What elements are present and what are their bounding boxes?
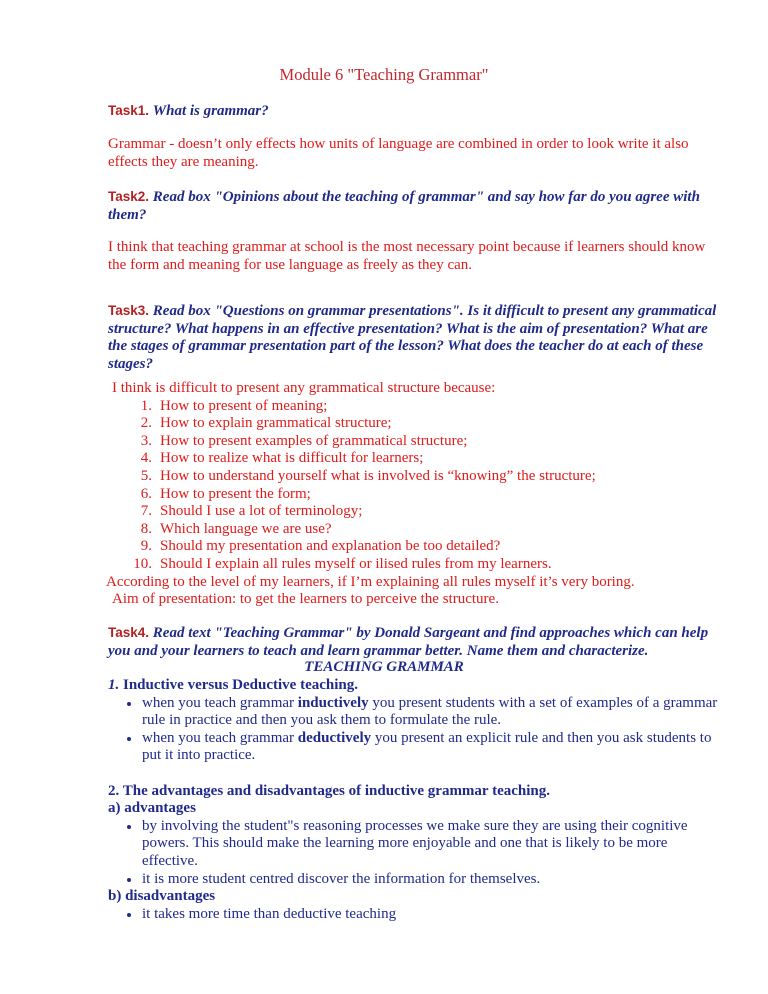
section-1-number: 1. <box>108 677 120 693</box>
task2-label: Task2. <box>108 189 150 204</box>
bullet-item: when you teach grammar inductively you present students with a set of examples of a grammar rule in practice and then you ask them to formulate the rule. <box>108 695 718 730</box>
task4-question <box>108 624 718 660</box>
list-item: 8. Which language we are use? <box>140 520 332 537</box>
list-item: 3. How to present examples of grammatical structure; <box>140 432 468 449</box>
task3-list <box>108 398 718 574</box>
task3-after-1: According to the level of my learners, if I’m explaining all rules myself it’s very boring. <box>106 573 635 590</box>
list-item: 6. How to present the form; <box>140 485 311 502</box>
task3-intro: I think is difficult to present any grammatical structure because: <box>112 380 496 396</box>
bullet-item: when you teach grammar deductively you present an explicit rule and then you ask students to put it into practice. <box>108 730 718 765</box>
disadvantages-heading: b) disadvantages <box>108 888 216 905</box>
task1-question-text: What is grammar? <box>152 103 269 119</box>
bullet-icon <box>127 913 131 917</box>
task1-question <box>108 102 718 121</box>
task4-label: Task4. <box>108 625 150 640</box>
task2-answer: I think that teaching grammar at school is the most necessary point because if learners should know the form and meaning for use language as freely as they can. <box>108 239 706 273</box>
task4-body <box>108 677 718 923</box>
task3-label: Task3. <box>108 303 150 318</box>
list-item: 4. How to realize what is difficult for learners; <box>140 450 424 467</box>
task3-question <box>108 302 718 373</box>
bullet-item: by involving the student"s reasoning processes we make sure they are using their cognitive powers. This should make the learning more enjoyable and one that is likely to be more effective. <box>108 818 718 871</box>
task1-label: Task1. <box>108 103 150 118</box>
task3-answer <box>108 380 718 609</box>
page-title: Module 6 "Teaching Grammar" <box>279 65 489 84</box>
task2-question <box>108 188 718 224</box>
task1-answer: Grammar - doesn’t only effects how units of language are combined in order to look write it also effects they are meaning. <box>108 136 689 170</box>
section-2-title: 2. The advantages and disadvantages of inductive grammar teaching. <box>108 782 550 799</box>
section-heading: TEACHING GRAMMAR <box>304 659 464 675</box>
bullet-item: it is more student centred discover the information for themselves. <box>108 871 718 889</box>
bullet-icon <box>127 878 131 882</box>
task3-after-2: Aim of presentation: to get the learners to perceive the structure. <box>112 591 499 608</box>
bullet-icon <box>127 825 131 829</box>
bullet-icon <box>127 702 131 706</box>
bullet-icon <box>127 737 131 741</box>
list-item: 1. How to present of meaning; <box>140 397 328 414</box>
task3-question-text: Read box "Questions on grammar presentations". Is it difficult to present any grammatical structure? What happens in an effective presentation? What is the aim of presentation? What are the stages of grammar presentation part of the lesson? What does the teacher do at each of these stages? <box>108 303 717 372</box>
list-item: 9. Should my presentation and explanation be too detailed? <box>140 538 501 555</box>
list-item: 2. How to explain grammatical structure; <box>140 415 392 432</box>
list-item: 7. Should I use a lot of terminology; <box>140 503 363 520</box>
section-1-title <box>108 677 718 695</box>
list-item: 10. Should I explain all rules myself or ilised rules from my learners. <box>133 555 552 572</box>
task2-question-text: Read box "Opinions about the teaching of grammar" and say how far do you agree with them? <box>108 189 700 223</box>
bullet-item: it takes more time than deductive teaching <box>108 906 718 924</box>
list-item: 5. How to understand yourself what is involved is “knowing” the structure; <box>140 467 596 484</box>
task4-question-text: Read text "Teaching Grammar" by Donald Sargeant and find approaches which can help you and your learners to teach and learn grammar better. Name them and characterize. <box>108 625 709 659</box>
advantages-heading: a) advantages <box>108 800 196 817</box>
section-1-title-text: Inductive versus Deductive teaching. <box>123 677 358 693</box>
